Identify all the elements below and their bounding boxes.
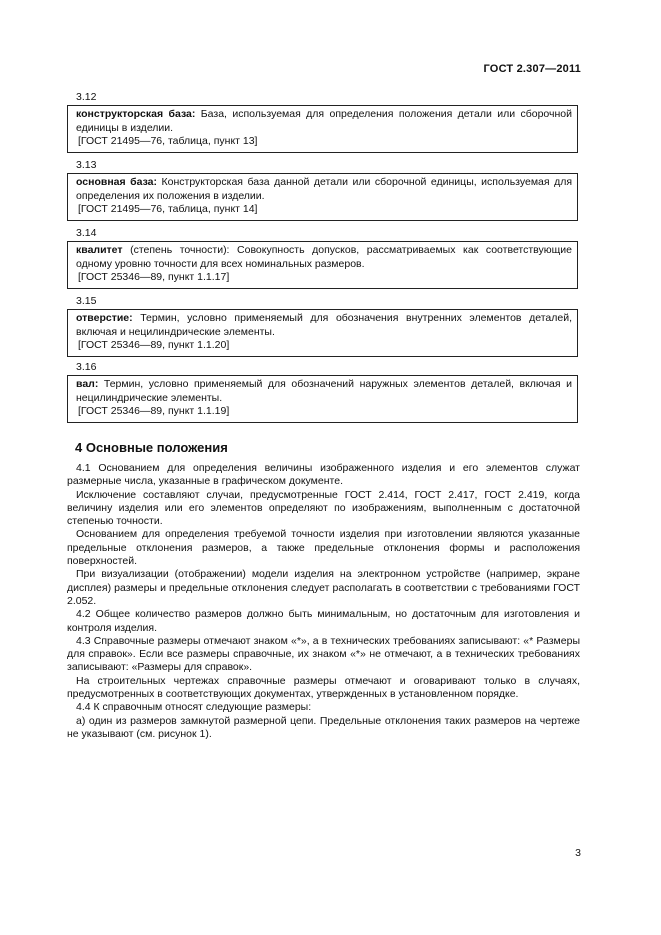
term-number: 3.14 [76,227,97,239]
term-definition-box [67,309,578,357]
term-definition: (степень точности): Совокупность допусков, рассматриваемых как соответствующие одному уровню точности для всех номинальных размеров. [76,244,572,270]
term-reference: [ГОСТ 25346—89, пункт 1.1.17] [78,271,230,283]
term-name: вал: [76,378,99,390]
section-title: 4 Основные положения [75,440,228,455]
term-definition: Термин, условно применяемый для обозначений наружных элементов деталей, включая и нецилиндрические элементы. [76,378,572,404]
section-body [67,462,580,741]
term-name: основная база: [76,176,158,188]
term-entry-3-14 [67,226,578,289]
document-header: ГОСТ 2.307—2011 [483,63,581,75]
term-number: 3.13 [76,159,97,171]
term-number: 3.12 [76,91,97,103]
term-name: отверстие: [76,312,133,324]
term-reference: [ГОСТ 21495—76, таблица, пункт 14] [78,203,258,215]
term-number: 3.16 [76,361,97,373]
paragraph-4-3: 4.3 Справочные размеры отмечают знаком «*», а в технических требованиях записывают: «* Размеры для справок». Если все размеры справочные, их знаком «*» не отмечают, а в технических требованиях записывают: «Размеры для справок». [67,634,580,674]
term-definition-box [67,375,578,423]
term-entry-3-15 [67,294,578,357]
paragraph-4-2: 4.2 Общее количество размеров должно быть минимальным, но достаточным для изготовления и контроля изделия. [67,608,580,634]
term-reference: [ГОСТ 25346—89, пункт 1.1.19] [78,405,230,417]
term-reference: [ГОСТ 25346—89, пункт 1.1.20] [78,339,230,351]
term-definition: База, используемая для определения положения детали или сборочной единицы в изделии. [76,108,572,134]
term-entry-3-12 [67,90,578,153]
paragraph-4-1: 4.1 Основанием для определения величины изображенного изделия и его элементов служат размерные числа, указанные в графическом документе. [67,462,580,488]
page-number: 3 [575,847,581,859]
term-entry-3-13 [67,158,578,221]
paragraph-accuracy: Основанием для определения требуемой точности изделия при изготовлении являются указанные предельные отклонения размеров, а также предельные отклонения формы и расположения поверхностей. [67,528,580,568]
paragraph-construction: На строительных чертежах справочные размеры отмечают и оговаривают только в случаях, предусмотренных в соответствующих документах, утвержденных в установленном порядке. [67,674,580,701]
paragraph-4-4: 4.4 К справочным относят следующие размеры: [76,701,312,714]
paragraph-exception: Исключение составляют случаи, предусмотренные ГОСТ 2.414, ГОСТ 2.417, ГОСТ 2.419, когда величину изделия или его элементов определяют по изображениям, выполненным с достаточной степенью точности. [67,488,580,528]
paragraph-visualization: При визуализации (отображении) модели изделия на электронном устройстве (например, экране дисплея) размеры и предельные отклонения следует располагать в соответствии с требованиями ГОСТ 2.052. [67,568,580,607]
term-definition: Конструкторская база данной детали или сборочной единицы, используемая для определения их положения в изделии. [76,176,573,202]
paragraph-4-4-a: а) один из размеров замкнутой размерной цепи. Предельные отклонения таких размеров на чертеже не указывают (см. рисунок 1). [67,714,580,740]
term-entry-3-16 [67,360,578,423]
term-definition: Термин, условно применяемый для обозначения внутренних элементов деталей, включая и нецилиндрические элементы. [76,312,572,338]
term-reference: [ГОСТ 21495—76, таблица, пункт 13] [78,135,258,147]
term-definition-box [67,241,578,289]
term-definition-box [67,105,578,153]
term-number: 3.15 [76,295,97,307]
term-name: квалитет [76,244,123,256]
term-name: конструкторская база: [76,108,196,120]
term-definition-box [67,173,578,221]
